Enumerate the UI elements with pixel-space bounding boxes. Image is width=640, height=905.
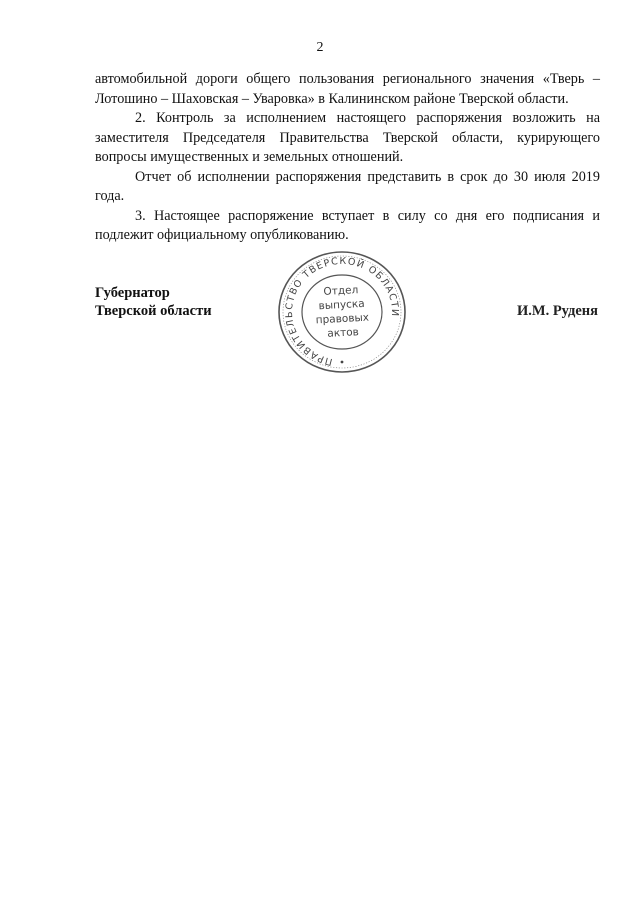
stamp-center-text	[269, 244, 416, 379]
stamp-line2: выпуска	[318, 297, 365, 313]
official-stamp	[272, 248, 412, 376]
signer-title	[95, 284, 212, 320]
signer-title-line1: Губернатор	[95, 285, 170, 301]
paragraph-item-2: 2. Контроль за исполнением настоящего распоряжения возложить на заместителя Председателя Правительства Тверской области, курирующего вопросы имущественных и земельных отношений.	[95, 110, 600, 165]
signer-name: И.М. Руденя	[516, 303, 598, 319]
paragraph-item-3: 3. Настоящее распоряжение вступает в силу со дня его подписания и подлежит официальному опубликованию.	[95, 207, 600, 243]
stamp-line3: правовых	[315, 311, 370, 327]
paragraph-continuation: автомобильной дороги общего пользования регионального значения «Тверь – Лотошино – Шаховская – Уваровка» в Калининском районе Тверской области.	[95, 71, 600, 107]
stamp-line4: актов	[327, 326, 360, 340]
stamp-line1: Отдел	[323, 284, 359, 298]
paragraph-report-deadline: Отчет об исполнении распоряжения представить в срок до 30 июля 2019 года.	[95, 168, 600, 204]
page-number: 2	[316, 40, 324, 55]
stamp-ring-text: ПРАВИТЕЛЬСТВО ТВЕРСКОЙ ОБЛАСТИ	[283, 255, 401, 368]
body-text	[95, 70, 600, 246]
signer-title-line2: Тверской области	[95, 303, 212, 319]
